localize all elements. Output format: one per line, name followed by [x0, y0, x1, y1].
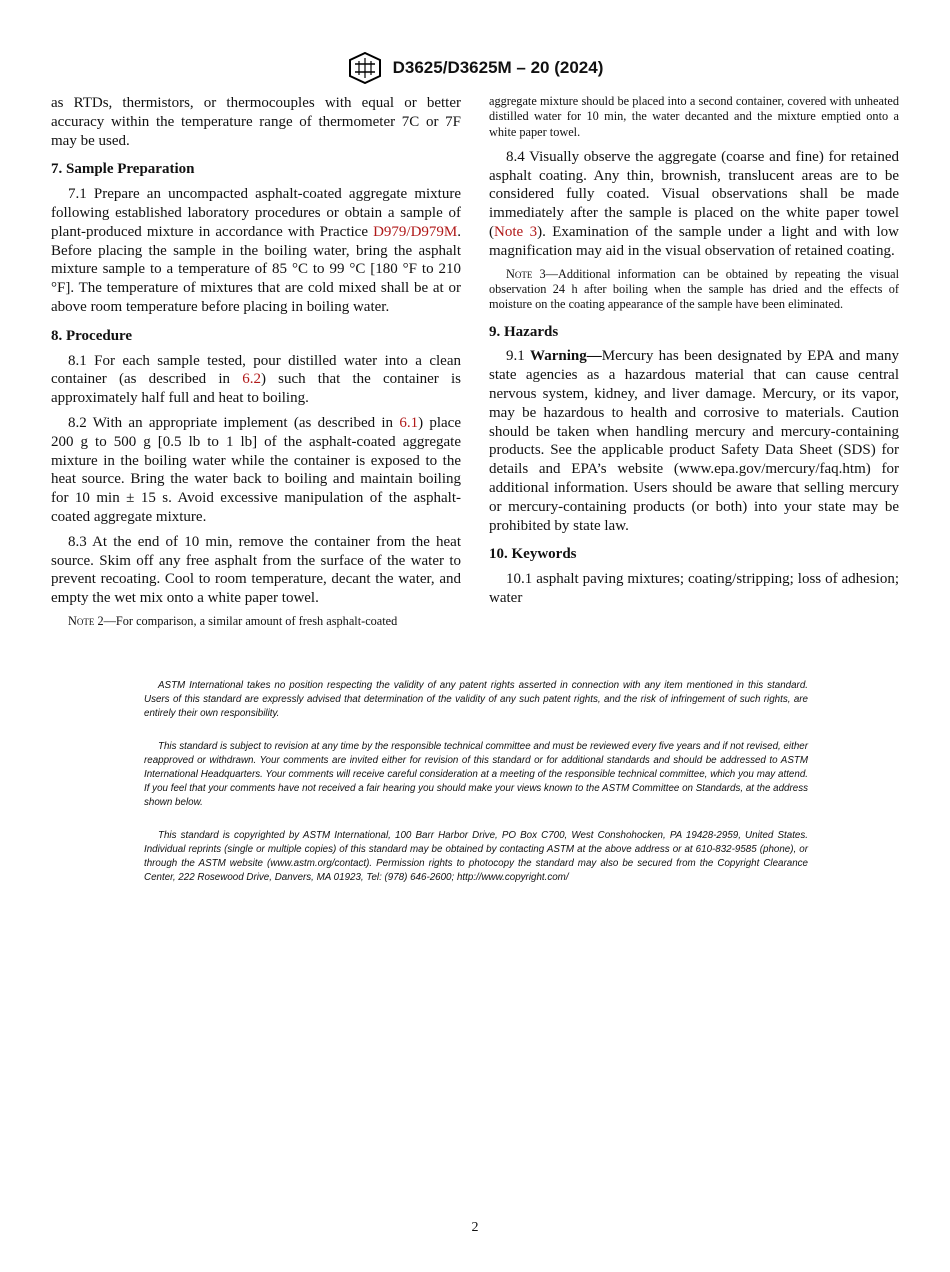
astm-logo-icon	[347, 52, 383, 84]
note-2-cont: aggregate mixture should be placed into a second container, covered with unheated distilled water for 10 min, the water decanted and the mixture emptied onto a white paper towel.	[489, 94, 899, 139]
link-d979[interactable]: D979/D979M	[373, 223, 458, 240]
footer-copyright-notice: This standard is copyrighted by ASTM International, 100 Barr Harbor Drive, PO Box C700, West Conshohocken, PA 19428-2959, United States. Individual reprints (single or multiple copies) of this standard may be obtained by contacting ASTM at the above address or at 610-832-9585 (phone), or through the ASTM website (www.astm.org/contact). Permission rights to photocopy the standard may also be secured from the Copyright Clearance Center, 222 Rosewood Drive, Danvers, MA 01923, Tel: (978) 646-2600; http://www.copyright.com/	[144, 830, 808, 883]
paragraph-8-1: 8.1 For each sample tested, pour distilled water into a clean container (as described in 6.2) such that the container is approximately half full and heat to boiling.	[51, 352, 461, 407]
paragraph-10-1: 10.1 asphalt paving mixtures; coating/stripping; loss of adhesion; water	[489, 571, 899, 606]
note-2: Note 2—For comparison, a similar amount of fresh asphalt-coated	[68, 613, 398, 628]
footer-patent-notice: ASTM International takes no position respecting the validity of any patent rights asserted in connection with any item mentioned in this standard. Users of this standard are expressly advised that determination of the validity of any such patent rights, and the risk of infringement of such rights, are entirely their own responsibility.	[144, 680, 808, 719]
document-title: D3625/D3625M – 20 (2024)	[392, 58, 604, 77]
link-note-3[interactable]: Note 3	[494, 224, 538, 241]
section-9-heading: 9. Hazards	[489, 323, 559, 340]
paragraph-7-1: 7.1 Prepare an uncompacted asphalt-coated aggregate mixture following established laboratory procedures or obtain a sample of plant-produced mixture in accordance with Practice D979/D979M. Before placing the sample in the boiling water, bring the asphalt mixture sample to a temperature of 85 °C to 99 °C [180 °F to 210 °F]. The temperature of mixtures that are cold mixed shall be at or above room temperature before placing in boiling water.	[51, 186, 461, 315]
footer-revision-notice: This standard is subject to revision at any time by the responsible technical committee and must be reviewed every five years and if not revised, either reapproved or withdrawn. Your comments are invited either for revision of this standard or for additional standards and should be addressed to ASTM International Headquarters. Your comments will receive careful consideration at a meeting of the responsible technical committee, which you may attend. If you feel that your comments have not received a fair hearing you should make your views known to the ASTM Committee on Standards, at the address shown below.	[144, 741, 808, 808]
legal-footer	[144, 679, 808, 905]
right-column	[489, 94, 899, 614]
paragraph-8-4: 8.4 Visually observe the aggregate (coarse and fine) for retained asphalt coating. Any thin, brownish, translucent areas are to be considered fully coated. Visual observations shall be made immediately after the sample is placed on the white paper towel (Note 3). Examination of the sample under a light and with low magnification may aid in the visual observation of retained coating.	[489, 148, 899, 259]
note-3: Note 3—Additional information can be obtained by repeating the visual observation 24 h after boiling when the sample has dried and the effects of moisture on the coating appearance of the sample have been eliminated.	[489, 266, 899, 312]
page-header	[0, 52, 950, 84]
paragraph-9-1: 9.1 Warning—Mercury has been designated by EPA and many state agencies as a hazardous material that can cause central nervous system, kidney, and liver damage. Mercury, or its vapor, may be hazardous to health and corrosive to materials. Caution should be taken when handling mercury and mercury-containing products. See the applicable product Safety Data Sheet (SDS) for details and EPA’s website (www.epa.gov/mercury/faq.htm) for additional information. Users should be aware that selling mercury or mercury-containing products (or both) into your state may be prohibited by state law.	[489, 348, 899, 534]
section-8-heading: 8. Procedure	[51, 327, 133, 344]
link-6-2[interactable]: 6.2	[242, 371, 261, 388]
section-10-heading: 10. Keywords	[489, 546, 577, 563]
link-6-1[interactable]: 6.1	[399, 414, 419, 431]
paragraph-8-3: 8.3 At the end of 10 min, remove the container from the heat source. Skim off any free asphalt from the surface of the water to prevent recoating. Cool to room temperature, decant the water, and empty the wet mix onto a white paper towel.	[51, 533, 461, 607]
section-7-heading: 7. Sample Preparation	[51, 161, 195, 178]
left-column	[51, 94, 461, 637]
paragraph-6-cont: as RTDs, thermistors, or thermocouples with equal or better accuracy within the temperature range of thermometer 7C or 7F may be used.	[51, 95, 461, 149]
page-number: 2	[471, 1220, 479, 1235]
paragraph-8-2: 8.2 With an appropriate implement (as described in 6.1) place 200 g to 500 g [0.5 lb to 1 lb] of the asphalt-coated aggregate mixture in the boiling water while the container is exposed to the heat source. Bring the water back to boiling and maintain boiling for 10 min ± 15 s. Avoid excessive manipulation of the asphalt-coated aggregate mixture.	[51, 414, 461, 525]
